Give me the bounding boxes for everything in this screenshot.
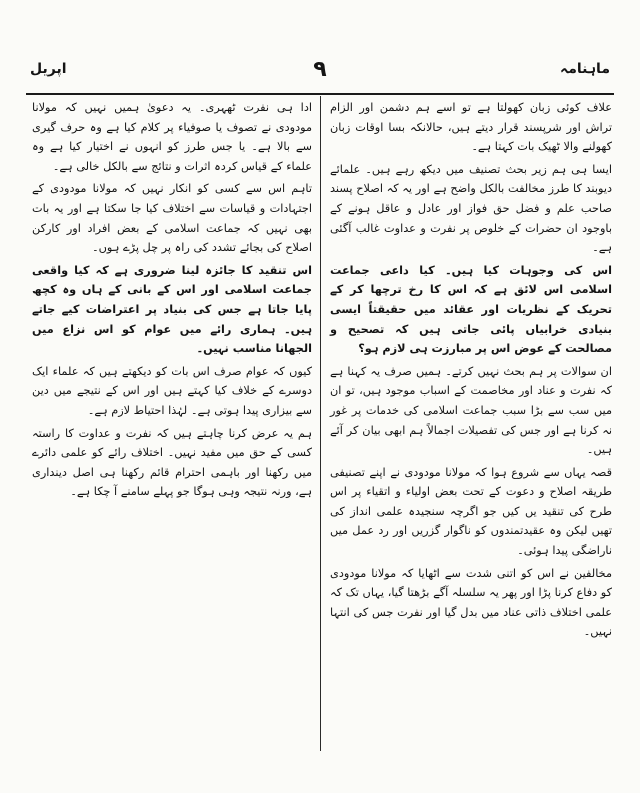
paragraph: ان سوالات پر ہم بحث نہیں کرتے۔ ہمیں صرف یہ کہنا ہے کہ نفرت و عناد اور مخاصمت کے اسباب موجود ہیں، تو ان میں سب سے بڑا سبب جماعت اسلامی کی خدمات پر غور نہ کرنا ہے اور جس کی تفصیلات اجمالاً ہم ابھی بیان کر آئے ہیں۔ <box>330 364 612 457</box>
paragraph: ادا ہی نفرت ٹھہری۔ یہ دعویٰ ہمیں نہیں کہ مولانا مودودی نے تصوف یا صوفیاء پر کلام کیا ہے وہ حرف گیری سے بالا ہے۔ یا جس طرز کو انہوں نے اختیار کیا ہے وہ علماء کے قیاس کردہ اثرات و نتائج سے بالکل خالی ہے۔ <box>32 101 312 173</box>
paragraph: ہم یہ عرض کرنا چاہتے ہیں کہ نفرت و عداوت کا راستہ کسی کے حق میں مفید نہیں۔ اختلاف رائے کو علمی دائرے میں رکھنا اور باہمی احترام قائم رکھنا ہی اصل دینداری ہے، ورنہ نتیجہ وہی ہوگا جو پہلے سامنے آ چکا ہے۔ <box>32 426 312 499</box>
paragraph: تاہم اس سے کسی کو انکار نہیں کہ مولانا مودودی کے اجتہادات و قیاسات سے اختلاف کیا جا سکتا ہے اور یہ بات بھی نہیں کہ جماعت اسلامی کے بعض افراد اور کارکن اصلاح کی بجائے تشدد کی راہ پر چل پڑے ہوں۔ <box>32 182 312 255</box>
paragraph: اس کی وجوہات کیا ہیں۔ کیا داعی جماعت اسلامی اس لائق ہے کہ اس کا رخ ترچھا کر کے تحریک کے نظریات اور عقائد میں حقیقتاً ایسی بنیادی خرابیاں پائی جاتی ہیں کہ تصحیح و مصالحت کے عوض اس پر مبارزت ہی لازم ہو؟ <box>330 263 612 356</box>
paragraph: قصہ یہاں سے شروع ہوا کہ مولانا مودودی نے اپنے تصنیفی طریقہ اصلاح و دعوت کے تحت بعض اولیاء و اتقیاء پر اس طرح کی تنقید یں کیں جو اگرچہ سنجیدہ علمی انداز کی تھیں لیکن وہ عقیدتمندوں کو ناگوار گزریں اور رد عمل میں ناراضگی پیدا ہوئی۔ <box>330 465 612 558</box>
paragraph: مخالفین نے اس کو اتنی شدت سے اٹھایا کہ مولانا مودودی کو دفاع کرنا پڑا اور پھر یہ سلسلہ آگے بڑھتا گیا، یہاں تک کہ علمی اختلاف ذاتی عناد میں بدل گیا اور نفرت جس کی انتہا نہیں۔ <box>330 566 612 639</box>
page-number: ۹ <box>313 57 327 82</box>
header-magazine-name: ماہنامہ <box>560 61 610 77</box>
header-issue-date: اپریل <box>30 61 67 77</box>
paragraph: علاف کوئی زبان کھولتا ہے تو اسے ہم دشمن اور الزام تراش اور شرپسند قرار دیتے ہیں، حالانکہ بسا اوقات زبان کھولنے والا ٹھیک بات کہتا ہے۔ <box>330 101 612 154</box>
right-column <box>330 98 612 645</box>
paragraph: کیوں کہ عوام صرف اس بات کو دیکھتے ہیں کہ علماء ایک دوسرے کے خلاف کیا کہتے ہیں اور اس کے نتیجے میں دین سے بیزاری پیدا ہوتی ہے۔ لہٰذا احتیاط لازم ہے۔ <box>32 364 312 417</box>
header-rule <box>26 93 614 95</box>
left-column <box>32 98 312 505</box>
page-header <box>26 55 614 91</box>
paragraph: اس تنقید کا جائزہ لینا ضروری ہے کہ کیا واقعی جماعت اسلامی اور اس کے بانی کے ہاں وہ کچھ پایا جاتا ہے جس کی بنیاد پر اعتراضات کیے جاتے ہیں۔ ہماری رائے میں عوام کو اس نزاع میں الجھانا مناسب نہیں۔ <box>32 263 312 356</box>
column-divider <box>320 96 321 751</box>
paragraph: ایسا ہی ہم زیر بحث تصنیف میں دیکھ رہے ہیں۔ علمائے دیوبند کا طرز مخالفت بالکل واضح ہے اور یہ کہ اصلاح پسند صاحب علم و فضل حق فواز اور عادل و عاقل ہونے کے باوجود ان حضرات کے خلوص پر نفرت و عداوت غالب آگئی ہے۔ <box>330 162 612 255</box>
